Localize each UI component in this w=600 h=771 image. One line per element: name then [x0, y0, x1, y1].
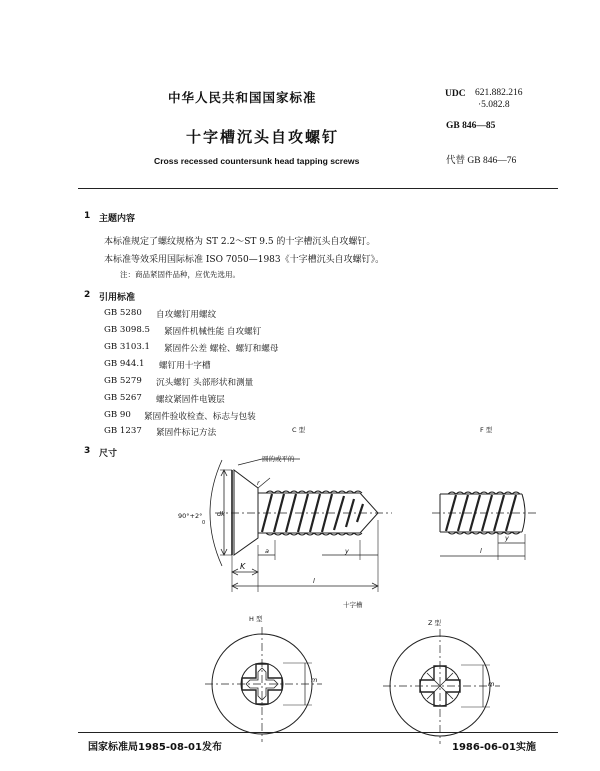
z-type-recess-view: [383, 629, 500, 744]
h-type-recess-view: [205, 627, 322, 742]
section-1-note: 注：商品紧固件品种，应优先选用。: [120, 270, 240, 279]
section-1-number: 1: [84, 211, 91, 221]
reference-title: 螺钉用十字槽: [159, 361, 211, 371]
angle-tolerance-label: 0: [202, 520, 206, 526]
english-title: Cross recessed countersunk head tapping screws: [154, 156, 360, 166]
reference-title: 紧固件验收检查、标志与包装: [144, 412, 256, 422]
rounded-or-flat-label: 圆的或平的: [262, 455, 295, 463]
screw-head: [234, 470, 258, 555]
replaces-note: 代替 GB 846—76: [446, 156, 517, 166]
k-label: K: [240, 562, 246, 571]
h-type-label: H 型: [249, 615, 263, 623]
reference-title: 紧固件标记方法: [156, 428, 217, 438]
footer-rule: [78, 732, 558, 733]
effective-date: 1986-06-01实施: [452, 742, 536, 753]
f-type-end-view: [432, 492, 536, 560]
gb-code: GB 846—85: [446, 121, 496, 131]
dk-label: dk: [217, 510, 225, 518]
a-label: a: [265, 547, 269, 555]
udc-label: UDC: [445, 89, 466, 99]
z-type-label: Z 型: [428, 619, 442, 627]
reference-code: GB 944.1: [104, 359, 145, 369]
section-2-title: 引用标准: [99, 293, 136, 303]
reference-code: GB 3098.5: [104, 325, 150, 335]
reference-code: GB 1237: [104, 426, 142, 436]
udc-line-2: ·5.082.8: [478, 100, 510, 110]
reference-code: GB 5279: [104, 376, 142, 386]
cross-recess-label: 十字槽: [343, 601, 363, 609]
section-3-number: 3: [84, 446, 91, 456]
reference-title: 紧固件公差 螺栓、螺钉和螺母: [164, 344, 279, 354]
reference-title: 紧固件机械性能 自攻螺钉: [164, 327, 262, 337]
c-type-label: C 型: [292, 426, 306, 434]
issue-date: 国家标准局1985-08-01发布: [88, 742, 222, 753]
reference-code: GB 3103.1: [104, 342, 150, 352]
f-type-label: F 型: [480, 426, 493, 434]
r-label: r: [257, 479, 260, 487]
reference-code: GB 5280: [104, 308, 142, 318]
f-l-label: l: [480, 547, 482, 555]
section-2-number: 2: [84, 290, 91, 300]
section-1-title: 主题内容: [99, 214, 136, 224]
reference-title: 自攻螺钉用螺纹: [156, 310, 217, 320]
section-1-paragraph-2: 本标准等效采用国际标准 ISO 7050—1983《十字槽沉头自攻螺钉》。: [104, 255, 385, 265]
reference-code: GB 5267: [104, 393, 142, 403]
section-1-paragraph-1: 本标准规定了螺纹规格为 ST 2.2～ST 9.5 的十字槽沉头自攻螺钉。: [104, 237, 376, 247]
l-label: l: [313, 577, 315, 585]
m-label-z: m: [488, 680, 495, 688]
udc-line-1: 621.882.216: [475, 88, 523, 98]
y-label: y: [345, 547, 349, 555]
reference-title: 沉头螺钉 头部形状和测量: [156, 378, 254, 388]
f-y-label: y: [505, 534, 509, 542]
section-3-title: 尺寸: [99, 449, 118, 459]
reference-code: GB 90: [104, 410, 131, 420]
issuing-org-title: 中华人民共和国国家标准: [168, 90, 317, 105]
reference-title: 螺纹紧固件电镀层: [156, 395, 225, 405]
page-title: 十字槽沉头自攻螺钉: [186, 128, 340, 146]
angle-label: 90°+2°: [178, 512, 203, 520]
m-label-h: m: [311, 676, 318, 684]
